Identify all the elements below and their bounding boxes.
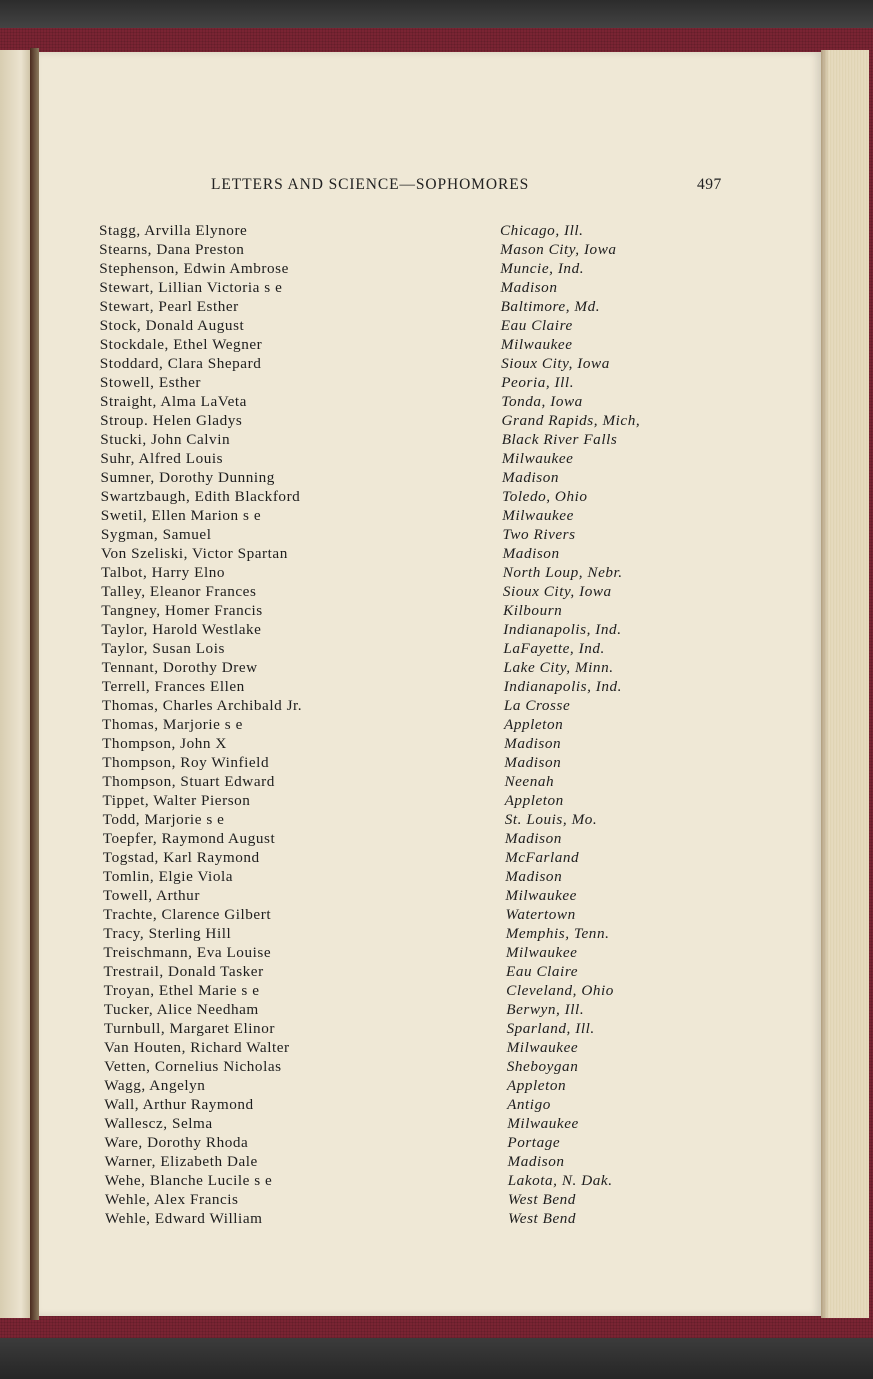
list-item: [102, 678, 702, 697]
list-item: [99, 241, 699, 260]
student-hometown: Grand Rapids, Mich,: [501, 412, 641, 429]
student-name: Tippet, Walter Pierson: [102, 792, 251, 809]
list-item: [99, 298, 699, 317]
student-hometown: Milwaukee: [502, 507, 574, 524]
student-hometown: Madison: [504, 754, 562, 771]
list-item: [102, 754, 702, 773]
list-item: [101, 602, 701, 621]
student-name: Terrell, Frances Ellen: [101, 678, 245, 695]
student-name: Toepfer, Raymond August: [102, 830, 276, 847]
student-hometown: West Bend: [508, 1210, 577, 1227]
student-hometown: Madison: [504, 830, 562, 847]
list-item: [104, 963, 704, 982]
list-item: [102, 697, 702, 716]
student-hometown: Madison: [502, 469, 560, 486]
student-name: Wehle, Edward William: [105, 1210, 263, 1227]
list-item: [102, 773, 702, 792]
list-item: [100, 336, 700, 355]
list-item: [104, 1115, 704, 1134]
list-item: [101, 545, 701, 564]
student-hometown: Eau Claire: [506, 963, 579, 980]
student-name: Stewart, Lillian Victoria s e: [99, 279, 283, 296]
student-name: Wehe, Blanche Lucile s e: [104, 1172, 273, 1189]
student-hometown: Portage: [507, 1134, 561, 1151]
student-name: Trestrail, Donald Tasker: [103, 963, 264, 980]
student-name: Tennant, Dorothy Drew: [101, 659, 258, 676]
student-hometown: Toledo, Ohio: [502, 488, 588, 505]
student-hometown: Chicago, Ill.: [500, 222, 584, 239]
student-hometown: Baltimore, Md.: [500, 298, 601, 315]
student-hometown: Black River Falls: [501, 431, 618, 448]
running-head: [39, 176, 821, 196]
student-hometown: Madison: [504, 735, 562, 752]
student-name: Sumner, Dorothy Dunning: [100, 469, 275, 486]
student-hometown: Appleton: [504, 716, 564, 733]
student-hometown: Appleton: [506, 1077, 567, 1094]
student-name: Swetil, Ellen Marion s e: [100, 507, 262, 524]
student-name: Stewart, Pearl Esther: [99, 298, 239, 315]
student-name: Stephenson, Edwin Ambrose: [99, 260, 289, 277]
student-hometown: Peoria, Ill.: [501, 374, 575, 391]
list-item: [103, 887, 703, 906]
list-item: [102, 735, 702, 754]
list-item: [100, 412, 700, 431]
list-item: [99, 279, 699, 298]
student-name: Talley, Eleanor Frances: [101, 583, 257, 600]
list-item: [100, 355, 700, 374]
student-name: Stroup. Helen Gladys: [100, 412, 243, 429]
list-item: [105, 1153, 705, 1172]
list-item: [105, 1172, 705, 1191]
student-name: Taylor, Harold Westlake: [101, 621, 262, 638]
list-item: [104, 1077, 704, 1096]
student-hometown: Sioux City, Iowa: [501, 355, 610, 372]
list-item: [105, 1134, 705, 1153]
list-item: [101, 526, 701, 545]
list-item: [101, 564, 701, 583]
student-name: Tomlin, Elgie Viola: [102, 868, 234, 885]
student-name: Talbot, Harry Elno: [101, 564, 226, 581]
student-hometown: Muncie, Ind.: [500, 260, 585, 277]
list-item: [99, 222, 699, 241]
student-hometown: Mason City, Iowa: [500, 241, 617, 258]
student-name: Vetten, Cornelius Nicholas: [104, 1058, 282, 1075]
student-name: Stearns, Dana Preston: [99, 241, 245, 258]
student-hometown: Indianapolis, Ind.: [503, 621, 622, 638]
scanner-background-top: [0, 0, 873, 30]
list-item: [104, 1001, 704, 1020]
list-item: [105, 1210, 705, 1229]
student-name: Thompson, Stuart Edward: [102, 773, 275, 790]
student-name: Wagg, Angelyn: [104, 1077, 206, 1094]
student-name: Wall, Arthur Raymond: [104, 1096, 254, 1113]
student-name: Suhr, Alfred Louis: [100, 450, 224, 467]
student-name: Straight, Alma LaVeta: [100, 393, 247, 410]
student-name: Troyan, Ethel Marie s e: [103, 982, 260, 999]
student-hometown: Memphis, Tenn.: [505, 925, 610, 942]
list-item: [101, 507, 701, 526]
student-hometown: LaFayette, Ind.: [503, 640, 605, 657]
list-item: [102, 659, 702, 678]
list-item: [102, 792, 702, 811]
student-name: Treischmann, Eva Louise: [103, 944, 272, 961]
list-item: [103, 849, 703, 868]
list-item: [100, 374, 700, 393]
list-item: [104, 1039, 704, 1058]
list-item: [102, 716, 702, 735]
student-hometown: McFarland: [505, 849, 580, 866]
student-hometown: Two Rivers: [502, 526, 576, 543]
student-hometown: Milwaukee: [500, 336, 573, 353]
student-name: Tangney, Homer Francis: [101, 602, 263, 619]
student-name: Thompson, Roy Winfield: [102, 754, 270, 771]
student-hometown: Antigo: [507, 1096, 551, 1113]
student-name: Thomas, Charles Archibald Jr.: [101, 697, 303, 714]
list-item: [104, 1058, 704, 1077]
student-name: Trachte, Clarence Gilbert: [103, 906, 272, 923]
student-name: Towell, Arthur: [103, 887, 200, 904]
student-hometown: Madison: [507, 1153, 565, 1170]
scanner-background-bottom: [0, 1337, 873, 1379]
student-hometown: Kilbourn: [503, 602, 563, 619]
book-gutter: [30, 48, 39, 1320]
student-hometown: Cleveland, Ohio: [506, 982, 614, 999]
list-item: [104, 982, 704, 1001]
student-hometown: Milwaukee: [506, 1039, 579, 1056]
list-item: [103, 925, 703, 944]
list-item: [101, 583, 701, 602]
list-item: [103, 868, 703, 887]
list-item: [103, 830, 703, 849]
student-hometown: North Loup, Nebr.: [502, 564, 623, 581]
student-hometown: La Crosse: [503, 697, 571, 714]
student-hometown: Sparland, Ill.: [506, 1020, 595, 1037]
student-name: Turnbull, Margaret Elinor: [103, 1020, 275, 1037]
student-name: Von Szeliski, Victor Spartan: [100, 545, 288, 562]
student-hometown: Milwaukee: [505, 887, 577, 904]
list-item: [101, 469, 701, 488]
list-item: [104, 1096, 704, 1115]
student-name: Stagg, Arvilla Elynore: [99, 222, 248, 239]
student-name: Tucker, Alice Needham: [103, 1001, 259, 1018]
list-item: [101, 488, 701, 507]
student-hometown: Milwaukee: [505, 944, 578, 961]
student-hometown: Watertown: [505, 906, 576, 923]
page-edges-shadow: [821, 50, 829, 1318]
list-item: [102, 640, 702, 659]
student-name: Wehle, Alex Francis: [104, 1191, 239, 1208]
list-item: [103, 944, 703, 963]
list-item: [105, 1191, 705, 1210]
student-name: Wallescz, Selma: [104, 1115, 213, 1132]
student-hometown: Sheboygan: [506, 1058, 579, 1075]
student-name: Stock, Donald August: [99, 317, 245, 334]
book-page: [39, 52, 821, 1316]
student-name: Sygman, Samuel: [100, 526, 212, 543]
student-name: Todd, Marjorie s e: [102, 811, 225, 828]
student-name: Warner, Elizabeth Dale: [104, 1153, 258, 1170]
student-name: Stowell, Esther: [99, 374, 201, 391]
student-hometown: Appleton: [504, 792, 564, 809]
list-item: [104, 1020, 704, 1039]
left-page-edge: [0, 50, 30, 1318]
list-item: [103, 811, 703, 830]
student-hometown: Neenah: [504, 773, 555, 790]
student-name: Stucki, John Calvin: [100, 431, 231, 448]
student-name: Thompson, John X: [102, 735, 227, 752]
student-hometown: Madison: [502, 545, 560, 562]
list-item: [99, 260, 699, 279]
student-name: Swartzbaugh, Edith Blackford: [100, 488, 301, 505]
student-hometown: Milwaukee: [507, 1115, 579, 1132]
student-hometown: Indianapolis, Ind.: [503, 678, 623, 695]
student-name: Taylor, Susan Lois: [101, 640, 225, 657]
student-hometown: Tonda, Iowa: [501, 393, 583, 410]
student-hometown: St. Louis, Mo.: [504, 811, 598, 828]
list-item: [103, 906, 703, 925]
list-item: [100, 393, 700, 412]
student-hometown: Milwaukee: [501, 450, 574, 467]
student-name: Togstad, Karl Raymond: [102, 849, 260, 866]
student-hometown: Madison: [500, 279, 558, 296]
student-hometown: West Bend: [507, 1191, 576, 1208]
student-hometown: Lake City, Minn.: [503, 659, 614, 676]
student-hometown: Madison: [505, 868, 563, 885]
student-name: Ware, Dorothy Rhoda: [104, 1134, 249, 1151]
student-hometown: Sioux City, Iowa: [502, 583, 612, 600]
running-title: LETTERS AND SCIENCE—SOPHOMORES: [211, 176, 530, 193]
list-item: [100, 450, 700, 469]
list-item: [100, 431, 700, 450]
list-item: [101, 621, 701, 640]
student-name: Tracy, Sterling Hill: [103, 925, 232, 942]
student-name: Thomas, Marjorie s e: [102, 716, 243, 733]
student-hometown: Lakota, N. Dak.: [507, 1172, 613, 1189]
student-name: Stockdale, Ethel Wegner: [99, 336, 263, 353]
student-name: Stoddard, Clara Shepard: [99, 355, 262, 372]
student-name: Van Houten, Richard Walter: [103, 1039, 290, 1056]
page-number: 497: [697, 176, 722, 193]
student-hometown: Berwyn, Ill.: [506, 1001, 585, 1018]
list-item: [100, 317, 700, 336]
student-hometown: Eau Claire: [500, 317, 573, 334]
